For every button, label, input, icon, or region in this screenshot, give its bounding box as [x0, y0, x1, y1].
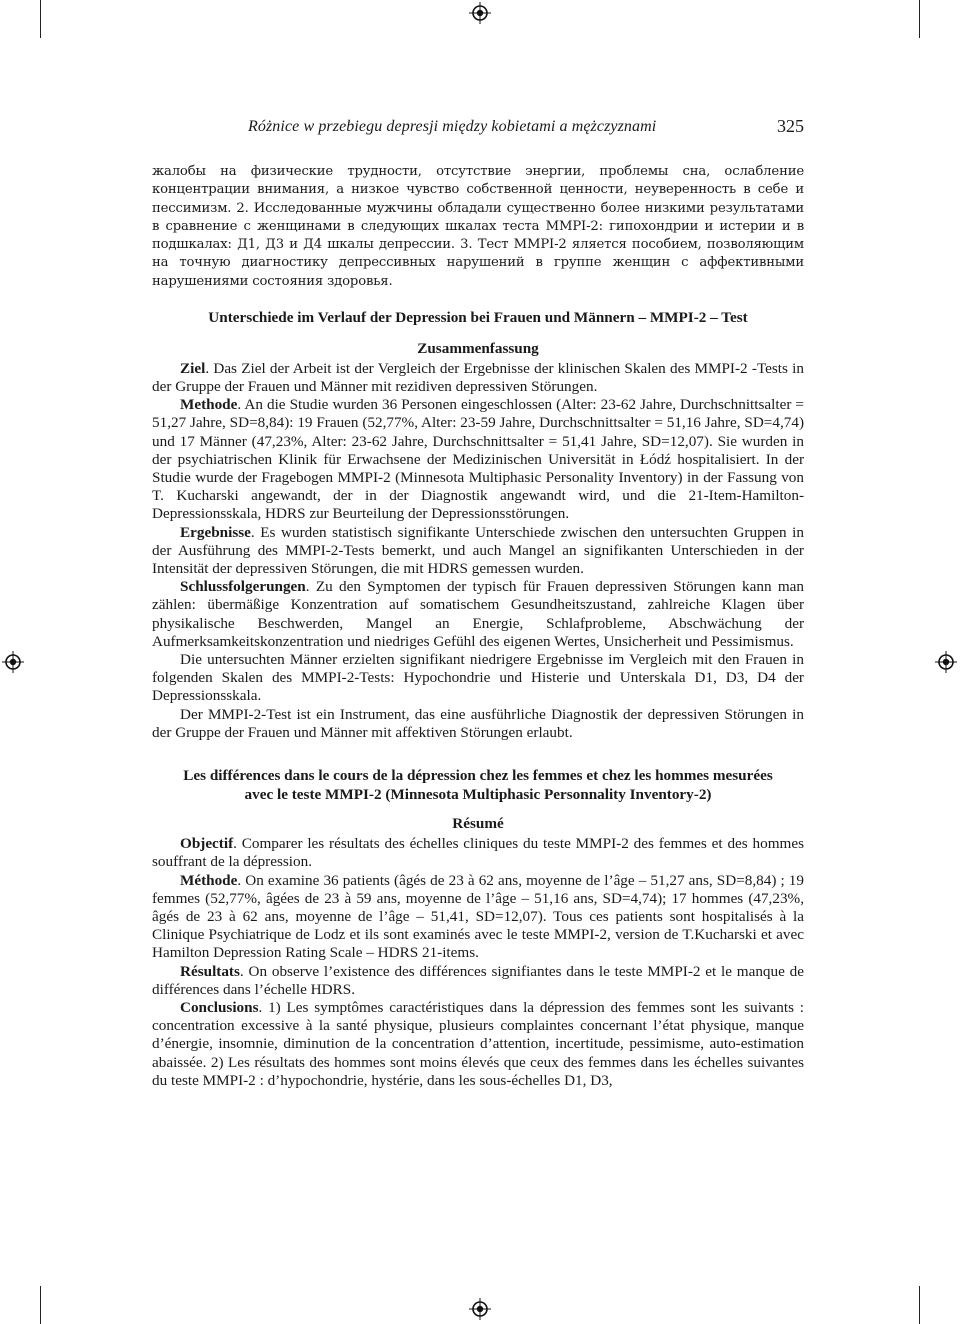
german-ergebnisse-label: Ergebnisse: [180, 523, 251, 541]
french-summary-heading: Résumé: [452, 815, 504, 833]
french-conclusions-label: Conclusions: [180, 999, 259, 1017]
registration-mark-left-icon: [2, 651, 24, 673]
german-ziel-text: . Das Ziel der Arbeit ist der Vergleich der Ergebnisse der klinischen Skalen des MMPI-2 -Tests in der Gruppe der Frauen und Männer mit rezidiven depressiven Störungen.: [152, 359, 804, 395]
french-resultats-paragraph: [152, 963, 804, 999]
french-conclusions-text: . 1) Les symptômes caractéristiques dans la dépression des femmes sont les suivants : concentration excessive à la santé physique, plusieurs complaintes concernant l’état physique, manque d’énergie, insomnie, diminution de la concentration d’attention, incertitude, pessimisme, auto-estimation abaissée. 2) Les résultats des hommes sont moins élevés que ceux des femmes dans les échelles suivantes du teste MMPI-2 : d’hypochondrie, hystérie, dans les sous-échelles D1, D3,: [152, 999, 804, 1089]
french-abstract: [152, 835, 804, 1090]
page-body: [152, 163, 804, 1090]
crop-mark-bottom-right: [919, 1286, 920, 1324]
german-ergebnisse-text: . Es wurden statistisch signifikante Unterschiede zwischen den untersuchten Gruppen in der Ausführung des MMPI-2-Tests bemerkt, und auch Mangel an signifikanten Unterschieden in der Intensität der depressiven Störungen, die mit HDRS gemessen wurden.: [152, 523, 804, 578]
german-methode-text: . An die Studie wurden 36 Personen eingeschlossen (Alter: 23-62 Jahre, Durchschnittsalter = 51,27 Jahre, SD=8,84): 19 Frauen (52,77%, Alter: 23-59 Jahre, Durchschnittsalter = 51,16 Jahre, SD=4,74) und 17 Männer (47,23%, Alter: 23-62 Jahre, Durchschnittsalter = 51,41 Jahre, SD=12,07). Sie wurden in der psychiatrischen Klinik für Erwachsene der Medizinischen Universität in Łódź hospitalisiert. In der Studie wurde der Fragebogen MMPI-2 (Minnesota Multiphasic Personality Inventory) in der Fassung von T. Kucharski angewandt, der in der Diagnostik angewandt wird, und die 21-Item-Hamilton-Depressionsskala, HDRS zur Beurteilung der Depressionsstörungen.: [152, 396, 804, 523]
french-objectif-paragraph: [152, 835, 804, 871]
german-schluss-label: Schlussfolgerungen: [180, 578, 306, 596]
running-title: Różnice w przebiegu depresji między kobietami a mężczyznami: [248, 118, 657, 135]
german-abstract-title: Unterschiede im Verlauf der Depression bei Frauen und Männern – MMPI-2 – Test: [208, 309, 748, 327]
german-schluss-paragraph: [152, 578, 804, 651]
german-methode-paragraph: [152, 396, 804, 523]
german-summary-heading: Zusammenfassung: [417, 339, 539, 357]
page-number: 325: [777, 116, 804, 136]
french-resultats-text: . On observe l’existence des différences signifiantes dans le teste MMPI-2 et le manque de différences dans l’échelle HDRS.: [152, 962, 804, 998]
registration-mark-top-icon: [469, 2, 491, 24]
registration-mark-bottom-icon: [469, 1298, 491, 1320]
french-abstract-title-line-1: Les différences dans le cours de la dépression chez les femmes et chez les hommes mesurées: [183, 767, 773, 785]
german-ziel-label: Ziel: [180, 359, 206, 377]
crop-mark-bottom-left: [40, 1286, 41, 1324]
french-methode-text: . On examine 36 patients (âgés de 23 à 62 ans, moyenne de l’âge – 51,27 ans, SD=8,84) ; 19 femmes (52,77%, âgées de 23 à 59 ans, moyenne de l’âge – 51,16 ans, SD=4,74); 17 hommes (47,23%, âgés de 23 à 62 ans, moyenne de l’âge – 51,41, SD=12,07). Tous ces patients sont hospitalisés à la Clinique Psychiatrique de Lodz et ils sont examinés avec le teste MMPI-2, version de T.Kucharski et avec Hamilton Depression Rating Scale – HDRS 21-items.: [152, 871, 804, 962]
french-methode-label: Méthode: [180, 871, 238, 889]
french-abstract-title-line-2: avec le teste MMPI-2 (Minnesota Multiphasic Personnality Inventory-2): [244, 785, 712, 803]
german-ergebnisse-paragraph: [152, 524, 804, 579]
crop-mark-top-left: [40, 0, 41, 38]
german-schluss-text: . Zu den Symptomen der typisch für Frauen depressiven Störungen kann man zählen: übermäßige Konzentration auf somatischem Gesundheitszustand, zahlreiche Klagen über physikalische Beschwerden, Mangel an Energie, Schlafprobleme, Abschwächung der Aufmerksamkeitskonzentration und niedriges Gefühl des eigenen Wertes, Unsicherheit und Pessimismus.: [152, 578, 804, 650]
german-men-paragraph: Die untersuchten Männer erzielten signifikant niedrigere Ergebnisse im Vergleich mit den Frauen in folgenden Skalen des MMPI-2-Tests: Hypochondrie und Histerie und Unterskala D1, D3, D4 der Depressionsskala.: [152, 651, 804, 705]
german-ziel-paragraph: [152, 360, 804, 396]
french-objectif-text: . Comparer les résultats des échelles cliniques du teste MMPI-2 des femmes et des hommes souffrant de la dépression.: [152, 835, 804, 871]
german-abstract: [152, 360, 804, 742]
german-methode-label: Methode: [180, 396, 238, 414]
german-instrument-paragraph: Der MMPI-2-Test ist ein Instrument, das eine ausführliche Diagnostik der depressiven Störungen in der Gruppe der Frauen und Männer mit affektiven Störungen erlaubt.: [152, 705, 804, 741]
french-objectif-label: Objectif: [180, 835, 234, 853]
crop-mark-top-right: [919, 0, 920, 38]
page-header: [152, 116, 804, 138]
registration-mark-right-icon: [935, 651, 957, 673]
french-methode-paragraph: [152, 872, 804, 963]
russian-summary-continuation: жалобы на физические трудности, отсутствие энергии, проблемы сна, ослабление концентрации внимания, а низкое чувство собственной ценности, неуверенность в себе и пессимизм. 2. Исследованные мужчины обладали существенно более низкими результатами в сравнение с женщинами в следующих шкалах теста MMPI-2: гипохондрии и истерии и в подшкалах: Д1, Д3 и Д4 шкалы депрессии. 3. Тест MMPI-2 яляется пособием, позволяющим на точную диагностику депрессивных нарушений в группе женщин с аффективными нарушениями состояния здоровья.: [152, 164, 804, 289]
french-resultats-label: Résultats: [180, 962, 240, 980]
french-conclusions-paragraph: [152, 999, 804, 1090]
